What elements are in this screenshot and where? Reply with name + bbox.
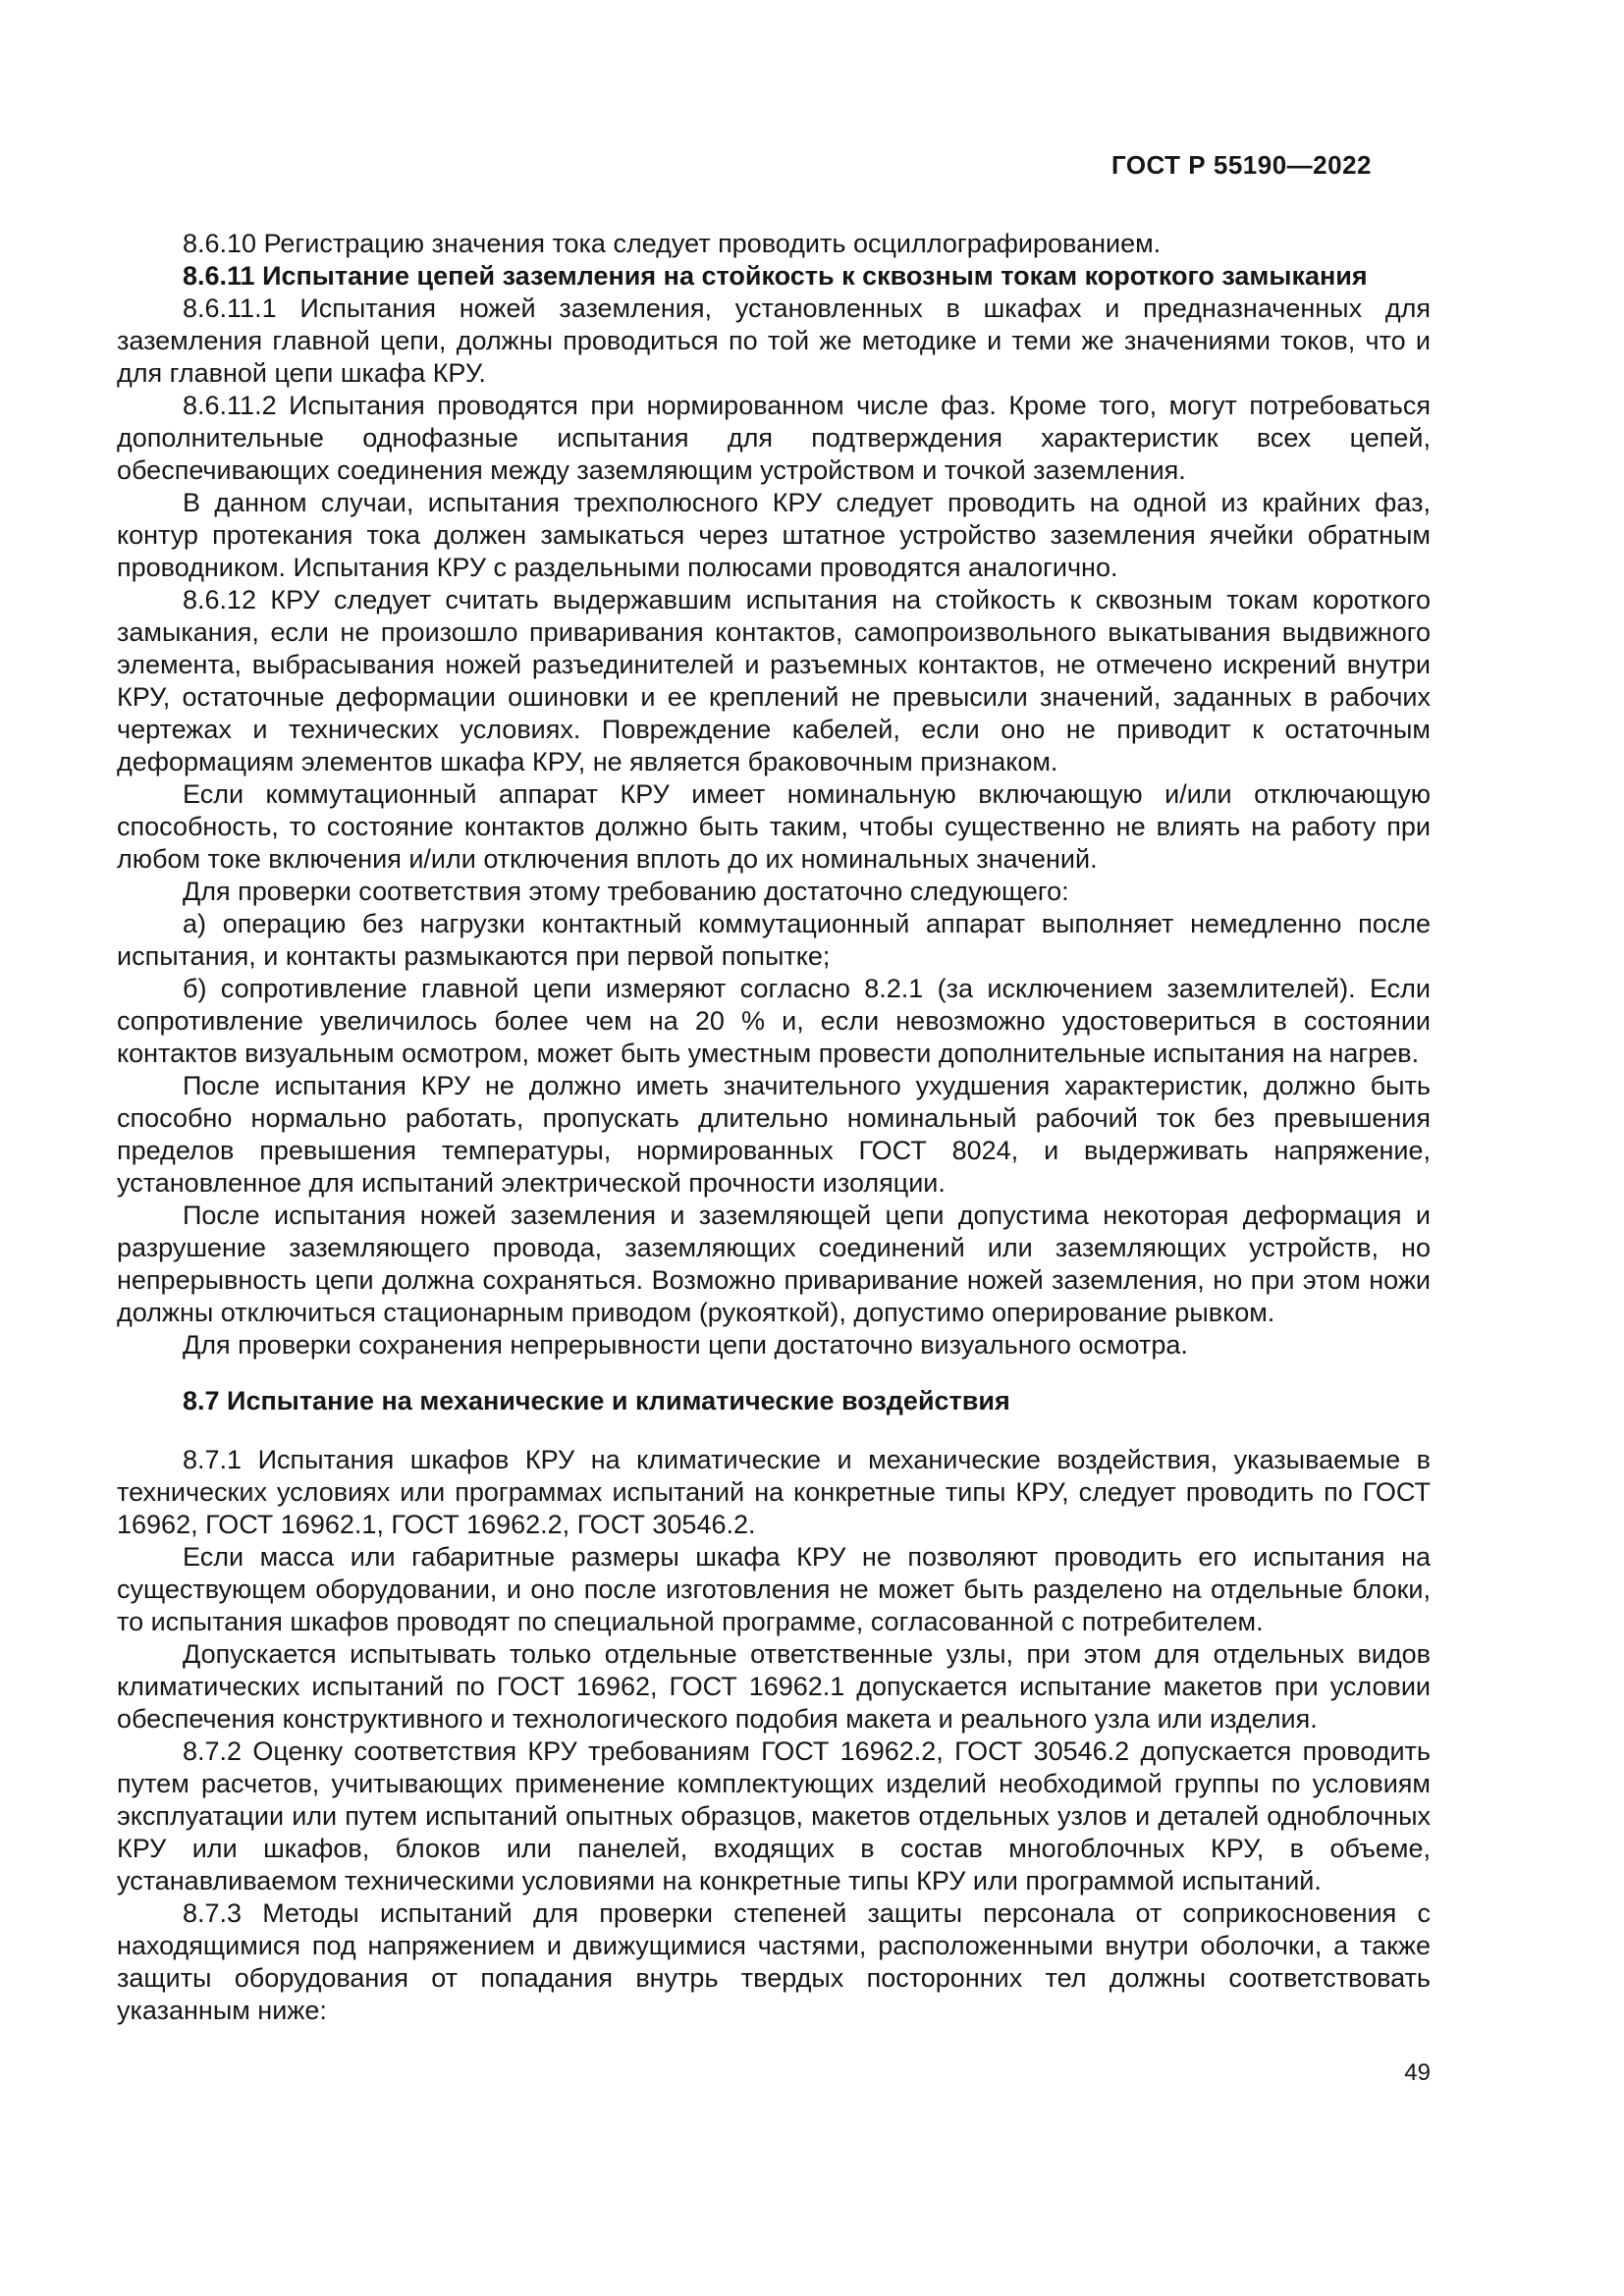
document-body — [117, 228, 1431, 2027]
subsection-heading: 8.6.11 Испытание цепей заземления на стойкость к сквозным токам короткого замыкания — [183, 261, 1368, 291]
paragraph: Для проверки соответствия этому требованию достаточно следующего: — [183, 877, 1069, 906]
paragraph: Допускается испытывать только отдельные ответственные узлы, при этом для отдельных видов климатических испытаний по ГОСТ 16962, ГОСТ 16962.1 допускается испытание макетов при условии обеспечения конструктивного и технологического подобия макета и реального узла или изделия. — [117, 1639, 1431, 1734]
paragraph: 8.7.1 Испытания шкафов КРУ на климатические и механические воздействия, указываемые в технических условиях или программах испытаний на конкретные типы КРУ, следует проводить по ГОСТ 16962, ГОСТ 16962.1, ГОСТ 16962.2, ГОСТ 30546.2. — [117, 1445, 1431, 1539]
list-item-a: а) операцию без нагрузки контактный коммутационный аппарат выполняет немедленно после испытания, и контакты размыкаются при первой попытке; — [117, 909, 1431, 971]
paragraph: 8.7.3 Методы испытаний для проверки степеней защиты персонала от соприкосновения с находящимися под напряжением и движущимися частями, расположенными внутри оболочки, а также защиты оборудования от попадания внутрь твердых посторонних тел должны соответствовать указанным ниже: — [117, 1898, 1431, 2025]
paragraph: После испытания ножей заземления и заземляющей цепи допустима некоторая деформация и разрушение заземляющего провода, заземляющих соединений или заземляющих устройств, но непрерывность цепи должна сохраняться. Возможно приваривание ножей заземления, но при этом ножи должны отключиться стационарным приводом (рукояткой), допустимо оперирование рывком. — [117, 1201, 1431, 1327]
section-heading: 8.7 Испытание на механические и климатические воздействия — [183, 1386, 1010, 1415]
paragraph: После испытания КРУ не должно иметь значительного ухудшения характеристик, должно быть способно нормально работать, пропускать длительно номинальный рабочий ток без превышения пределов превышения температуры, нормированных ГОСТ 8024, и выдерживать напряжение, установленное для испытаний электрической прочности изоляции. — [117, 1071, 1431, 1198]
paragraph: 8.7.2 Оценку соответствия КРУ требованиям ГОСТ 16962.2, ГОСТ 30546.2 допускается проводить путем расчетов, учитывающих применение комплектующих изделий необходимой группы по условиям эксплуатации или путем испытаний опытных образцов, макетов отдельных узлов и деталей одноблочных КРУ или шкафов, блоков или панелей, входящих в состав многоблочных КРУ, в объеме, устанавливаемом техническими условиями на конкретные типы КРУ или программой испытаний. — [117, 1736, 1431, 1896]
list-item-b: б) сопротивление главной цепи измеряют согласно 8.2.1 (за исключением заземлителей). Если сопротивление увеличилось более чем на 20 % и, если невозможно удостовериться в состоянии контактов визуальным осмотром, может быть уместным провести дополнительные испытания на нагрев. — [117, 974, 1431, 1068]
paragraph: Если масса или габаритные размеры шкафа КРУ не позволяют проводить его испытания на существующем оборудовании, и оно после изготовления не может быть разделено на отдельные блоки, то испытания шкафов проводят по специальной программе, согласованной с потребителем. — [117, 1542, 1431, 1636]
paragraph: Для проверки сохранения непрерывности цепи достаточно визуального осмотра. — [183, 1330, 1188, 1360]
paragraph: 8.6.10 Регистрацию значения тока следует проводить осциллографированием. — [183, 229, 1162, 258]
paragraph: 8.6.11.2 Испытания проводятся при нормированном числе фаз. Кроме того, могут потребоваться дополнительные однофазные испытания для подтверждения характеристик всех цепей, обеспечивающих соединения между заземляющим устройством и точкой заземления. — [117, 391, 1431, 485]
running-header: ГОСТ Р 55190—2022 — [1110, 150, 1372, 180]
paragraph: В данном случаи, испытания трехполюсного КРУ следует проводить на одной из крайних фаз, контур протекания тока должен замыкаться через штатное устройство заземления ячейки обратным проводником. Испытания КРУ с раздельными полюсами проводятся аналогично. — [117, 488, 1431, 582]
paragraph: 8.6.12 КРУ следует считать выдержавшим испытания на стойкость к сквозным токам короткого замыкания, если не произошло приваривания контактов, самопроизвольного выкатывания выдвижного элемента, выбрасывания ножей разъединителей и разъемных контактов, не отмечено искрений внутри КРУ, остаточные деформации ошиновки и ее креплений не превысили значений, заданных в рабочих чертежах и технических условиях. Повреждение кабелей, если оно не приводит к остаточным деформациям элементов шкафа КРУ, не является браковочным признаком. — [117, 585, 1431, 776]
paragraph: 8.6.11.1 Испытания ножей заземления, установленных в шкафах и предназначенных для заземления главной цепи, должны проводиться по той же методике и теми же значениями токов, что и для главной цепи шкафа КРУ. — [117, 294, 1431, 388]
paragraph: Если коммутационный аппарат КРУ имеет номинальную включающую и/или отключающую способность, то состояние контактов должно быть таким, чтобы существенно не влиять на работу при любом токе включения и/или отключения вплоть до их номинальных значений. — [117, 779, 1431, 874]
page-number: 49 — [1404, 2059, 1431, 2086]
